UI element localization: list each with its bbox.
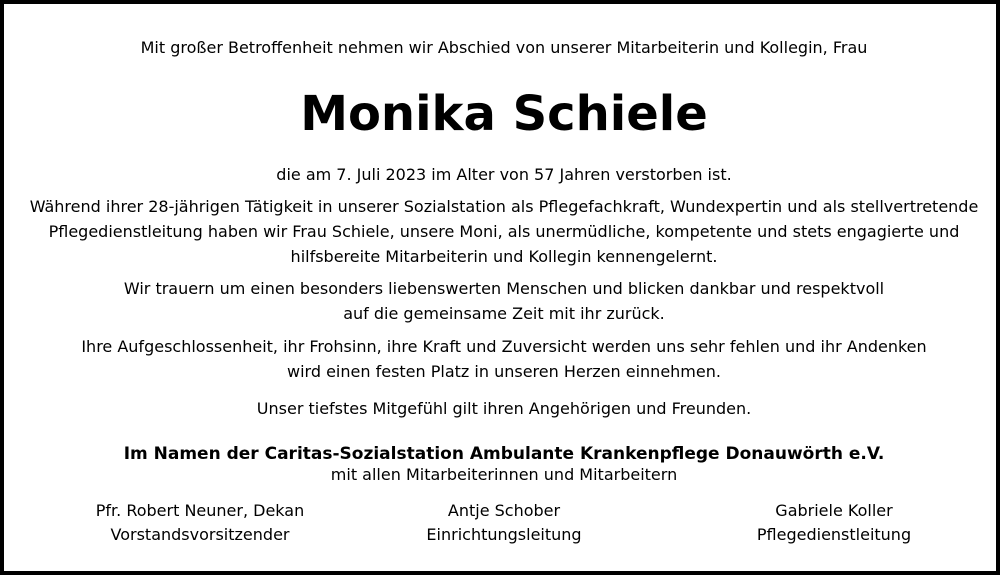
- intro-text: Mit großer Betroffenheit nehmen wir Abschied von unserer Mitarbeiterin und Kollegin, Frau: [140, 38, 868, 57]
- tribute-paragraph-line: Pflegedienstleitung haben wir Frau Schiele, unsere Moni, als unermüdliche, kompetente und stets engagierte und: [48, 222, 960, 241]
- signatory-name: Antje Schober: [447, 501, 561, 520]
- signatory-role: Einrichtungsleitung: [426, 525, 582, 544]
- tribute-paragraph-line: Während ihrer 28-jährigen Tätigkeit in unserer Sozialstation als Pflegefachkraft, Wundexpertin und als stellvertretende: [29, 197, 979, 216]
- signatory-name: Gabriele Koller: [775, 501, 893, 520]
- tribute-paragraph-line: hilfsbereite Mitarbeiterin und Kollegin kennengelernt.: [290, 247, 718, 266]
- organization-name: Im Namen der Caritas-Sozialstation Ambulante Krankenpflege Donauwörth e.V.: [123, 444, 885, 464]
- mourning-paragraph-line: auf die gemeinsame Zeit mit ihr zurück.: [343, 304, 665, 323]
- signatory-role: Pflegedienstleitung: [756, 525, 912, 544]
- signatory-name: Pfr. Robert Neuner, Dekan: [95, 501, 305, 520]
- remembrance-paragraph-line: wird einen festen Platz in unseren Herzen einnehmen.: [287, 362, 721, 381]
- signatory-care-manager: [674, 499, 994, 547]
- signatory-facility-manager: [344, 499, 664, 547]
- remembrance-paragraph-line: Ihre Aufgeschlossenheit, ihr Frohsinn, ihre Kraft und Zuversicht werden uns sehr fehlen und ihr Andenken: [81, 337, 927, 356]
- death-date-text: die am 7. Juli 2023 im Alter von 57 Jahren verstorben ist.: [276, 165, 732, 184]
- signatory-role: Vorstandsvorsitzender: [110, 525, 290, 544]
- staff-text: mit allen Mitarbeiterinnen und Mitarbeitern: [330, 465, 678, 484]
- signatory-chairman: [40, 499, 360, 547]
- condolence-text: Unser tiefstes Mitgefühl gilt ihren Angehörigen und Freunden.: [256, 399, 752, 418]
- deceased-name: Monika Schiele: [300, 86, 708, 142]
- mourning-paragraph-line: Wir trauern um einen besonders liebenswerten Menschen und blicken dankbar und respektvoll: [123, 279, 885, 298]
